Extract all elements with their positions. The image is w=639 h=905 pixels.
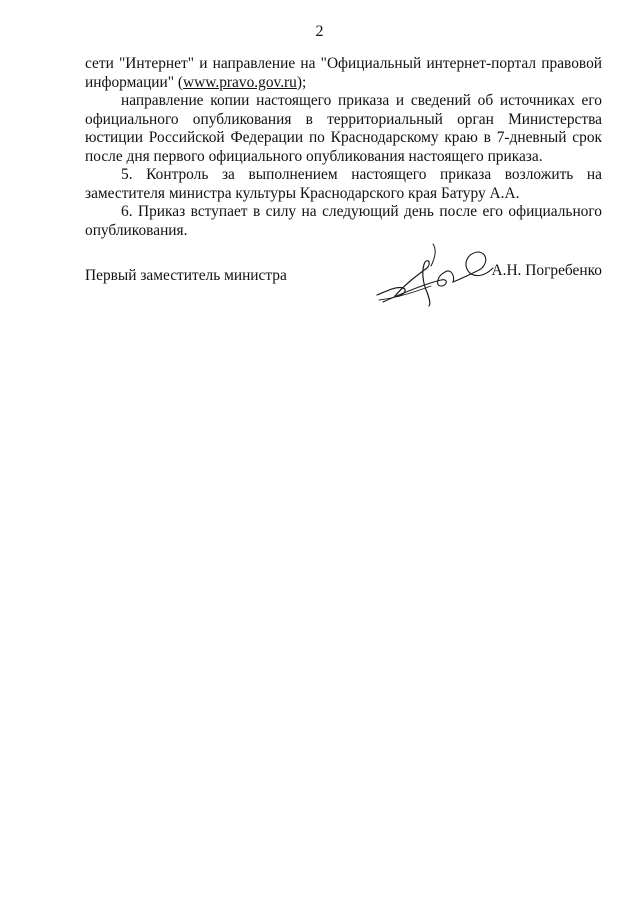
paragraph-text-end: );: [296, 73, 307, 91]
page-number: 2: [315, 23, 324, 40]
paragraph-publication-internet: [85, 55, 602, 92]
document-body: [85, 55, 602, 240]
pravo-gov-link[interactable]: www.pravo.gov.ru: [183, 73, 297, 91]
paragraph-text: сети "Интернет" и направление на "Официальный интернет-портал правовой информации" (: [85, 55, 602, 91]
handwritten-signature: [375, 240, 505, 310]
paragraph-control: 5. Контроль за выполнением настоящего приказа возложить на заместителя министра культуры Краснодарского края Батуру А.А.: [85, 166, 602, 202]
paragraph-effective: 6. Приказ вступает в силу на следующий день после его официального опубликования.: [85, 203, 602, 239]
signature-block: [85, 240, 602, 320]
signatory-title: Первый заместитель министра: [85, 267, 287, 284]
paragraph-ministry-copy: направление копии настоящего приказа и сведений об источниках его официального опубликования в территориальный орган Министерства юстиции Российской Федерации по Краснодарскому краю в 7-дневный срок после дня первого официального опубликования настоящего приказа.: [85, 92, 602, 165]
signatory-name: А.Н. Погребенко: [491, 262, 602, 279]
